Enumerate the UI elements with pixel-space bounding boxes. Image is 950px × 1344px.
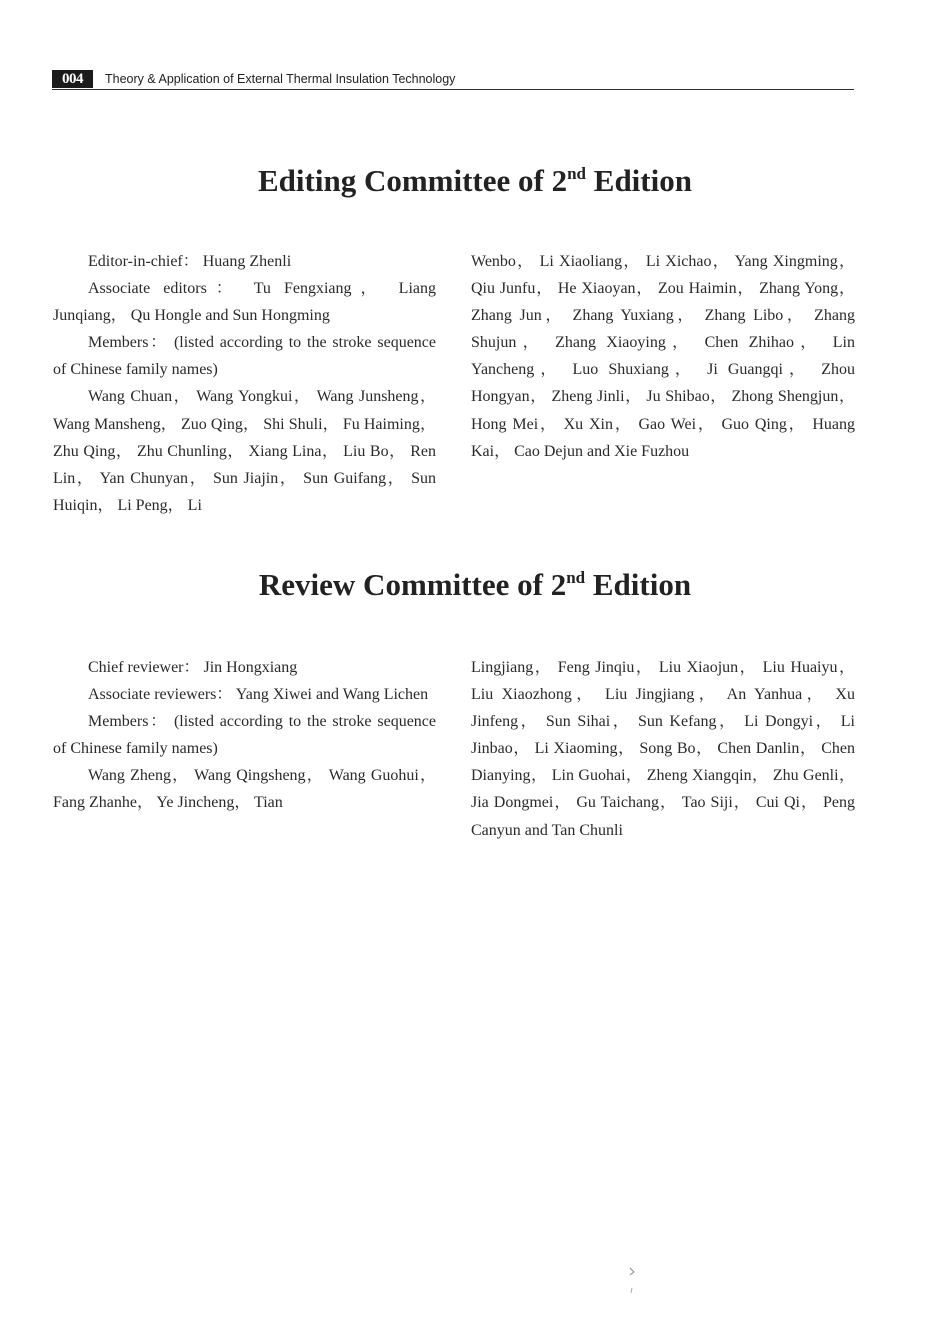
review-members-note: Members： (listed according to the stroke sequence of Chinese family names) bbox=[53, 713, 436, 758]
review-title-main: Review Committee of 2 bbox=[258, 567, 567, 602]
associate-editors: Associate editors： Tu Fengxiang， Liang Junqiang， Qu Hongle and Sun Hongming bbox=[53, 280, 436, 325]
page-number: 004 bbox=[52, 70, 93, 88]
chief-reviewer: Chief reviewer： Jin Hongxiang bbox=[88, 659, 298, 676]
running-header bbox=[52, 70, 854, 90]
running-title: Theory & Application of External Thermal Insulation Technology bbox=[105, 72, 456, 86]
review-members-continued: Lingjiang， Feng Jinqiu， Liu Xiaojun， Liu Huaiyu， Liu Xiaozhong， Liu Jingjiang， An Yanhua， Xu Jinfeng， Sun Sihai， Sun Kefang， Li Dongyi， Li Jinbao， Li Xiaoming， Song Bo， Chen Danlin， Chen Dianying， Lin Guohai， Zheng Xiangqin， Zhu Genli， Jia Dongmei， Gu Taichang， Tao Siji， Cui Qi， Peng Canyun and Tan Chunli bbox=[471, 659, 855, 839]
editing-committee-title bbox=[0, 163, 950, 199]
scan-mark bbox=[626, 1262, 638, 1298]
review-right-column bbox=[471, 654, 855, 844]
editing-members-list: Wang Chuan， Wang Yongkui， Wang Junsheng， Wang Mansheng， Zuo Qing， Shi Shuli， Fu Haiming， Zhu Qing， Zhu Chunling， Xiang Lina， Liu Bo， Ren Lin， Yan Chunyan， Sun Jiajin， Sun Guifang， Sun Huiqin， Li Peng， Li bbox=[53, 388, 436, 514]
editing-title-end: Edition bbox=[586, 163, 692, 198]
review-members-list: Wang Zheng， Wang Qingsheng， Wang Guohui， Fang Zhanhe， Ye Jincheng， Tian bbox=[53, 767, 436, 812]
editing-members-continued: Wenbo， Li Xiaoliang， Li Xichao， Yang Xingming， Qiu Junfu， He Xiaoyan， Zou Haimin， Zhang Yong， Zhang Jun， Zhang Yuxiang， Zhang Libo， Zhang Shujun， Zhang Xiaoying， Chen Zhihao， Lin Yancheng， Luo Shuxiang， Ji Guangqi， Zhou Hongyan， Zheng Jinli， Ju Shibao， Zhong Shengjun， Hong Mei， Xu Xin， Gao Wei， Guo Qing， Huang Kai， Cao Dejun and Xie Fuzhou bbox=[471, 253, 855, 460]
review-title-end: Edition bbox=[585, 567, 692, 602]
editing-right-column bbox=[471, 248, 855, 465]
associate-reviewers: Associate reviewers： Yang Xiwei and Wang Lichen bbox=[88, 686, 429, 704]
review-title-sup: nd bbox=[566, 568, 586, 587]
editor-in-chief: Editor-in-chief： Huang Zhenli bbox=[88, 253, 292, 270]
editing-members-note: Members： (listed according to the stroke sequence of Chinese family names) bbox=[53, 334, 436, 379]
editing-left-column bbox=[53, 248, 436, 519]
review-left-column bbox=[53, 654, 436, 817]
editing-title-sup: nd bbox=[567, 164, 587, 183]
review-committee-title bbox=[0, 567, 950, 603]
editing-title-main: Editing Committee of 2 bbox=[258, 163, 568, 198]
